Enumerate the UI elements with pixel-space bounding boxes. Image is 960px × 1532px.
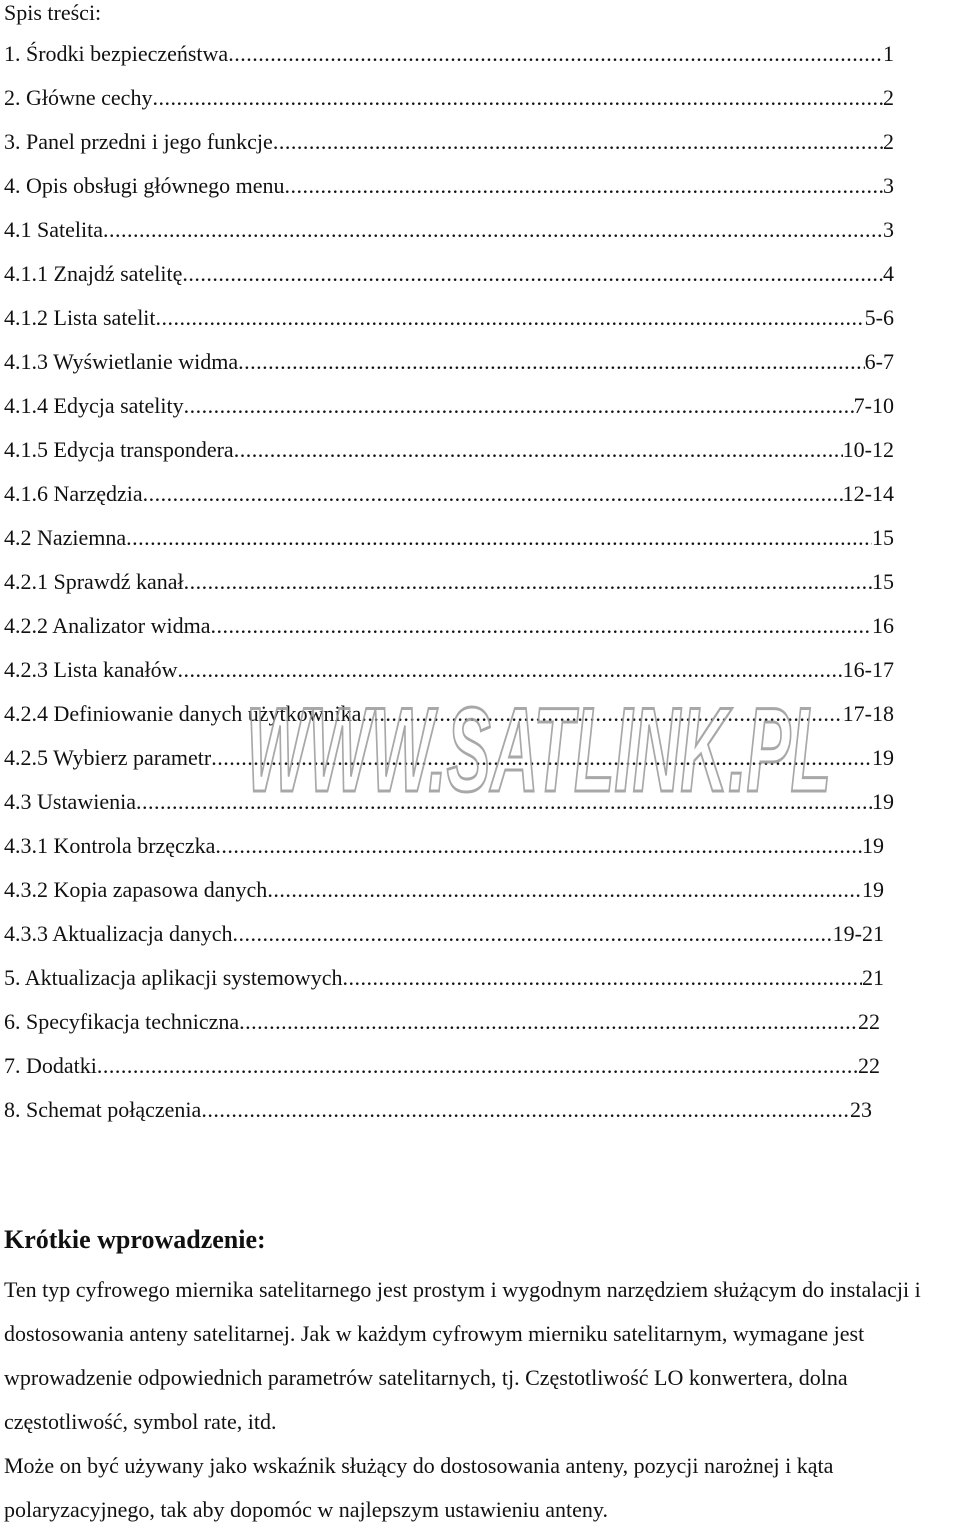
intro-paragraph-2: Może on być używany jako wskaźnik służący do dostosowania anteny, pozycji narożnej i kąta polaryzacyjnego, tak aby dopomóc w najlepszym ustawieniu anteny. (4, 1453, 834, 1522)
toc-entry-label: 4.1.4 Edycja satelity (4, 393, 184, 418)
toc-entry-label: 4.1.6 Narzędzia (4, 481, 143, 506)
toc-entry-page: 1 (883, 41, 894, 66)
toc-leader-dots (136, 780, 872, 824)
toc-entry-page: 22 (858, 1053, 880, 1078)
toc-leader-dots (178, 648, 843, 692)
toc-entry-page: 3 (883, 217, 894, 242)
toc-leader-dots (143, 472, 843, 516)
toc-leader-dots (184, 560, 872, 604)
intro-paragraph-1: Ten typ cyfrowego miernika satelitarnego jest prostym i wygodnym narzędziem służącym do instalacji i dostosowania anteny satelitarnej. Jak w każdym cyfrowym mierniku satelitarnym, wymagane jest wprowadzenie odpowiednich parametrów satelitarnych, tj. Częstotliwość LO konwertera, dolna częstotliwość, symbol rate, itd. (4, 1277, 921, 1434)
toc-entry-label: 4.2.1 Sprawdź kanał (4, 569, 184, 594)
toc-entry-label: 1. Środki bezpieczeństwa (4, 41, 229, 66)
toc-entry-page: 19 (862, 877, 884, 902)
toc-leader-dots (273, 120, 883, 164)
toc-entry-page: 4 (883, 261, 894, 286)
toc-entry-page: 19 (872, 745, 894, 770)
toc-leader-dots (239, 1000, 858, 1044)
toc-entry (4, 76, 894, 120)
toc-entry (4, 32, 894, 76)
toc-leader-dots (232, 912, 832, 956)
toc-entry-page: 19 (862, 833, 884, 858)
toc-entry-page: 16 (872, 613, 894, 638)
toc-entry-page: 2 (883, 129, 894, 154)
toc-leader-dots (211, 604, 872, 648)
toc-entry (4, 824, 884, 868)
toc-entry (4, 208, 894, 252)
toc-entry (4, 560, 894, 604)
toc-entry-label: 4.1 Satelita (4, 217, 103, 242)
toc-entry-label: 4.2.5 Wybierz parametr (4, 745, 212, 770)
toc-entry (4, 340, 894, 384)
watermark-text: WWW.SATLINK.PL (246, 683, 831, 808)
toc-entry-label: 4.3.2 Kopia zapasowa danych (4, 877, 268, 902)
toc-leader-dots (156, 296, 865, 340)
toc-entry-label: 4.2 Naziemna (4, 525, 127, 550)
toc-entry-label: 4.2.3 Lista kanałów (4, 657, 178, 682)
toc-leader-dots (103, 208, 883, 252)
toc-entry-page: 16-17 (842, 657, 894, 682)
toc-entry-label: 2. Główne cechy (4, 85, 153, 110)
toc-entry-page: 12-14 (842, 481, 894, 506)
toc-entry-page: 7-10 (853, 393, 894, 418)
toc-entry-page: 3 (883, 173, 894, 198)
toc-entry (4, 736, 894, 780)
toc-entry (4, 472, 894, 516)
toc-entry-page: 5-6 (864, 305, 894, 330)
toc-entry (4, 692, 894, 736)
toc-entry-page: 19-21 (832, 921, 884, 946)
toc-title: Spis treści: (4, 0, 102, 25)
intro-heading: Krótkie wprowadzenie: (4, 1225, 266, 1254)
toc-entry (4, 164, 894, 208)
toc-leader-dots (201, 1088, 850, 1132)
toc-entry (4, 780, 894, 824)
toc-leader-dots (215, 824, 862, 868)
toc-entry (4, 428, 894, 472)
toc-leader-dots (228, 32, 883, 76)
toc-leader-dots (238, 340, 865, 384)
toc-entry-page: 21 (862, 965, 884, 990)
toc-entry (4, 604, 894, 648)
toc-entry (4, 648, 894, 692)
toc-entry (4, 296, 894, 340)
table-of-contents (4, 32, 894, 1132)
toc-leader-dots (184, 384, 854, 428)
toc-leader-dots (342, 956, 862, 1000)
toc-entry-page: 19 (872, 789, 894, 814)
toc-entry-page: 23 (850, 1097, 872, 1122)
toc-entry-label: 4.1.3 Wyświetlanie widma (4, 349, 239, 374)
toc-leader-dots (97, 1044, 858, 1088)
toc-entry-label: 4.1.5 Edycja transpondera (4, 437, 234, 462)
toc-entry-label: 4.1.2 Lista satelit (4, 305, 156, 330)
toc-entry-page: 6-7 (864, 349, 894, 374)
toc-entry-page: 15 (872, 569, 894, 594)
toc-entry (4, 1088, 872, 1132)
toc-entry-label: 4.2.4 Definiowanie danych użytkownika (4, 701, 362, 726)
toc-entry-label: 4.2.2 Analizator widma (4, 613, 211, 638)
toc-entry-label: 4.3 Ustawienia (4, 789, 136, 814)
toc-leader-dots (234, 428, 843, 472)
toc-leader-dots (285, 164, 884, 208)
toc-entry (4, 956, 884, 1000)
toc-entry-label: 6. Specyfikacja techniczna (4, 1009, 240, 1034)
toc-entry (4, 120, 894, 164)
toc-entry-label: 7. Dodatki (4, 1053, 97, 1078)
toc-entry-label: 8. Schemat połączenia (4, 1097, 202, 1122)
toc-entry (4, 252, 894, 296)
toc-entry-page: 2 (883, 85, 894, 110)
toc-leader-dots (361, 692, 842, 736)
toc-leader-dots (211, 736, 872, 780)
toc-entry-label: 4. Opis obsługi głównego menu (4, 173, 285, 198)
toc-leader-dots (182, 252, 883, 296)
toc-entry-label: 4.3.3 Aktualizacja danych (4, 921, 233, 946)
toc-entry (4, 516, 894, 560)
toc-entry-label: 4.1.1 Znajdź satelitę (4, 261, 183, 286)
toc-entry (4, 912, 884, 956)
toc-entry (4, 384, 894, 428)
toc-entry-page: 10-12 (842, 437, 894, 462)
toc-entry (4, 868, 884, 912)
toc-entry-page: 17-18 (842, 701, 894, 726)
toc-entry-label: 5. Aktualizacja aplikacji systemowych (4, 965, 343, 990)
toc-entry-page: 22 (858, 1009, 880, 1034)
toc-entry-label: 3. Panel przedni i jego funkcje (4, 129, 273, 154)
toc-leader-dots (267, 868, 862, 912)
toc-leader-dots (126, 516, 872, 560)
toc-entry (4, 1044, 880, 1088)
toc-entry-label: 4.3.1 Kontrola brzęczka (4, 833, 216, 858)
intro-body (4, 1268, 960, 1532)
toc-entry (4, 1000, 880, 1044)
toc-leader-dots (152, 76, 883, 120)
toc-entry-page: 15 (872, 525, 894, 550)
